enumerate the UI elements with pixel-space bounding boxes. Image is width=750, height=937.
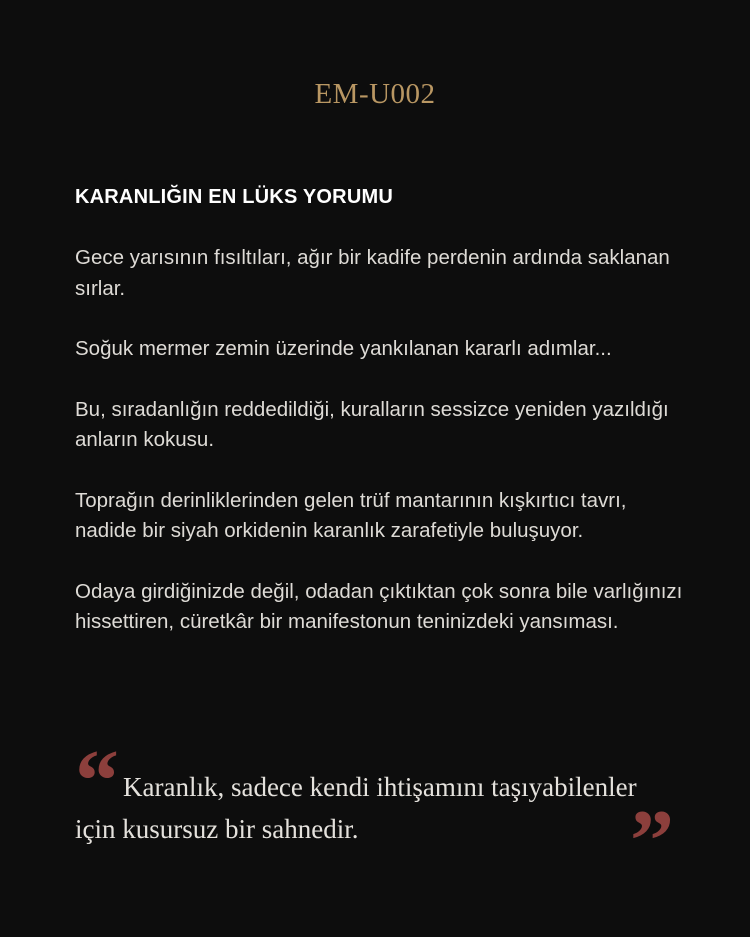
paragraph-1: Gece yarısının fısıltıları, ağır bir kadife perdenin ardında saklanan sırlar. <box>75 246 670 300</box>
open-quote-icon: “ <box>75 733 119 830</box>
close-quote-icon: ” <box>630 793 674 890</box>
section-heading: KARANLIĞIN EN LÜKS YORUMU <box>75 186 393 208</box>
paragraph-5: Odaya girdiğinizde değil, odadan çıktıktan çok sonra bile varlığınızı hissettiren, cüretkâr bir manifestonun teninizdeki yansıması. <box>75 579 683 633</box>
product-code: EM-U002 <box>314 78 436 110</box>
paragraph-2: Soğuk mermer zemin üzerinde yankılanan kararlı adımlar... <box>75 337 612 360</box>
quote-block <box>75 733 685 890</box>
paragraph-4: Toprağın derinliklerinden gelen trüf mantarının kışkırtıcı tavrı, nadide bir siyah orkidenin karanlık zarafetiyle buluşuyor. <box>75 488 627 542</box>
quote-text: Karanlık, sadece kendi ihtişamını taşıyabilenler için kusursuz bir sahnedir. <box>75 772 637 844</box>
paragraph-3: Bu, sıradanlığın reddedildiği, kuralların sessizce yeniden yazıldığı anların kokusu. <box>75 397 669 451</box>
content <box>75 186 685 668</box>
